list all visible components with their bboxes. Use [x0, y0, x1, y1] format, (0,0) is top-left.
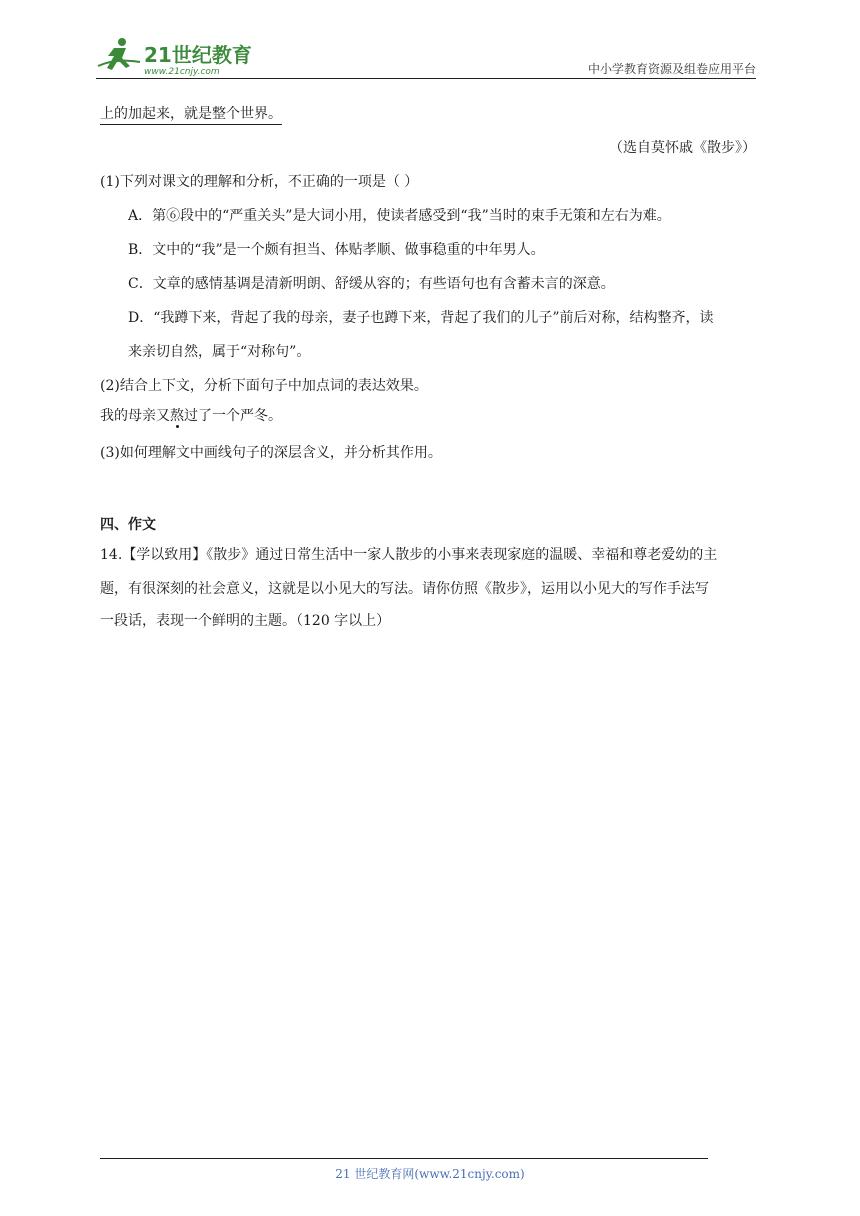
underlined-sentence: 上的加起来，就是整个世界。 — [100, 106, 282, 125]
footer-text: 21 世纪教育网(www.21cnjy.com) — [335, 1167, 525, 1181]
section-4-line-3: 一段话，表现一个鲜明的主题。（120 字以上） — [100, 613, 391, 629]
sentence-after: 过了一个严冬。 — [184, 408, 282, 424]
passage-continuation — [100, 104, 282, 124]
footer-divider — [100, 1158, 708, 1159]
section-4-line-2: 题，有很深刻的社会意义，这就是以小见大的写法。请你仿照《散步》，运用以小见大的写作手法写 — [100, 581, 709, 597]
question-2-stem: (2)结合上下文，分析下面句子中加点词的表达效果。 — [100, 378, 428, 394]
question-1-option-c: C．文章的感情基调是清新明朗、舒缓从容的；有些语句也有含蓄未言的深意。 — [128, 276, 615, 292]
question-1-option-d-cont: 来亲切自然，属于“对称句”。 — [128, 344, 311, 360]
logo-url: www.21cnjy.com — [144, 67, 220, 77]
runner-logo-icon — [96, 36, 256, 78]
site-logo — [96, 36, 256, 78]
question-1-option-d: D．“我蹲下来，背起了我的母亲，妻子也蹲下来，背起了我们的儿子”前后对称，结构整齐，读 — [128, 310, 714, 326]
section-4-line-1: 14.【学以致用】《散步》通过日常生活中一家人散步的小事来表现家庭的温暖、幸福和尊老爱幼的主 — [100, 547, 718, 563]
question-1-stem: (1)下列对课文的理解和分析，不正确的一项是（ ） — [100, 174, 419, 190]
question-1-option-a: A．第⑥段中的“严重关头”是大词小用，使读者感受到“我”当时的束手无策和左右为难。 — [128, 208, 671, 224]
logo-text: 21世纪教育 — [144, 43, 252, 67]
header-tagline: 中小学教育资源及组卷应用平台 — [587, 62, 756, 76]
question-3-stem: (3)如何理解文中画线句子的深层含义，并分析其作用。 — [100, 445, 442, 461]
section-4-title: 四、作文 — [100, 517, 156, 533]
passage-source: （选自莫怀戚《散步》） — [609, 140, 756, 156]
question-1-option-b: B．文中的“我”是一个颇有担当、体贴孝顺、做事稳重的中年男人。 — [128, 242, 545, 258]
header-divider — [96, 78, 756, 79]
dotted-word: 熬 — [170, 408, 184, 424]
sentence-before: 我的母亲又 — [100, 408, 170, 424]
question-2-sentence — [100, 406, 282, 426]
